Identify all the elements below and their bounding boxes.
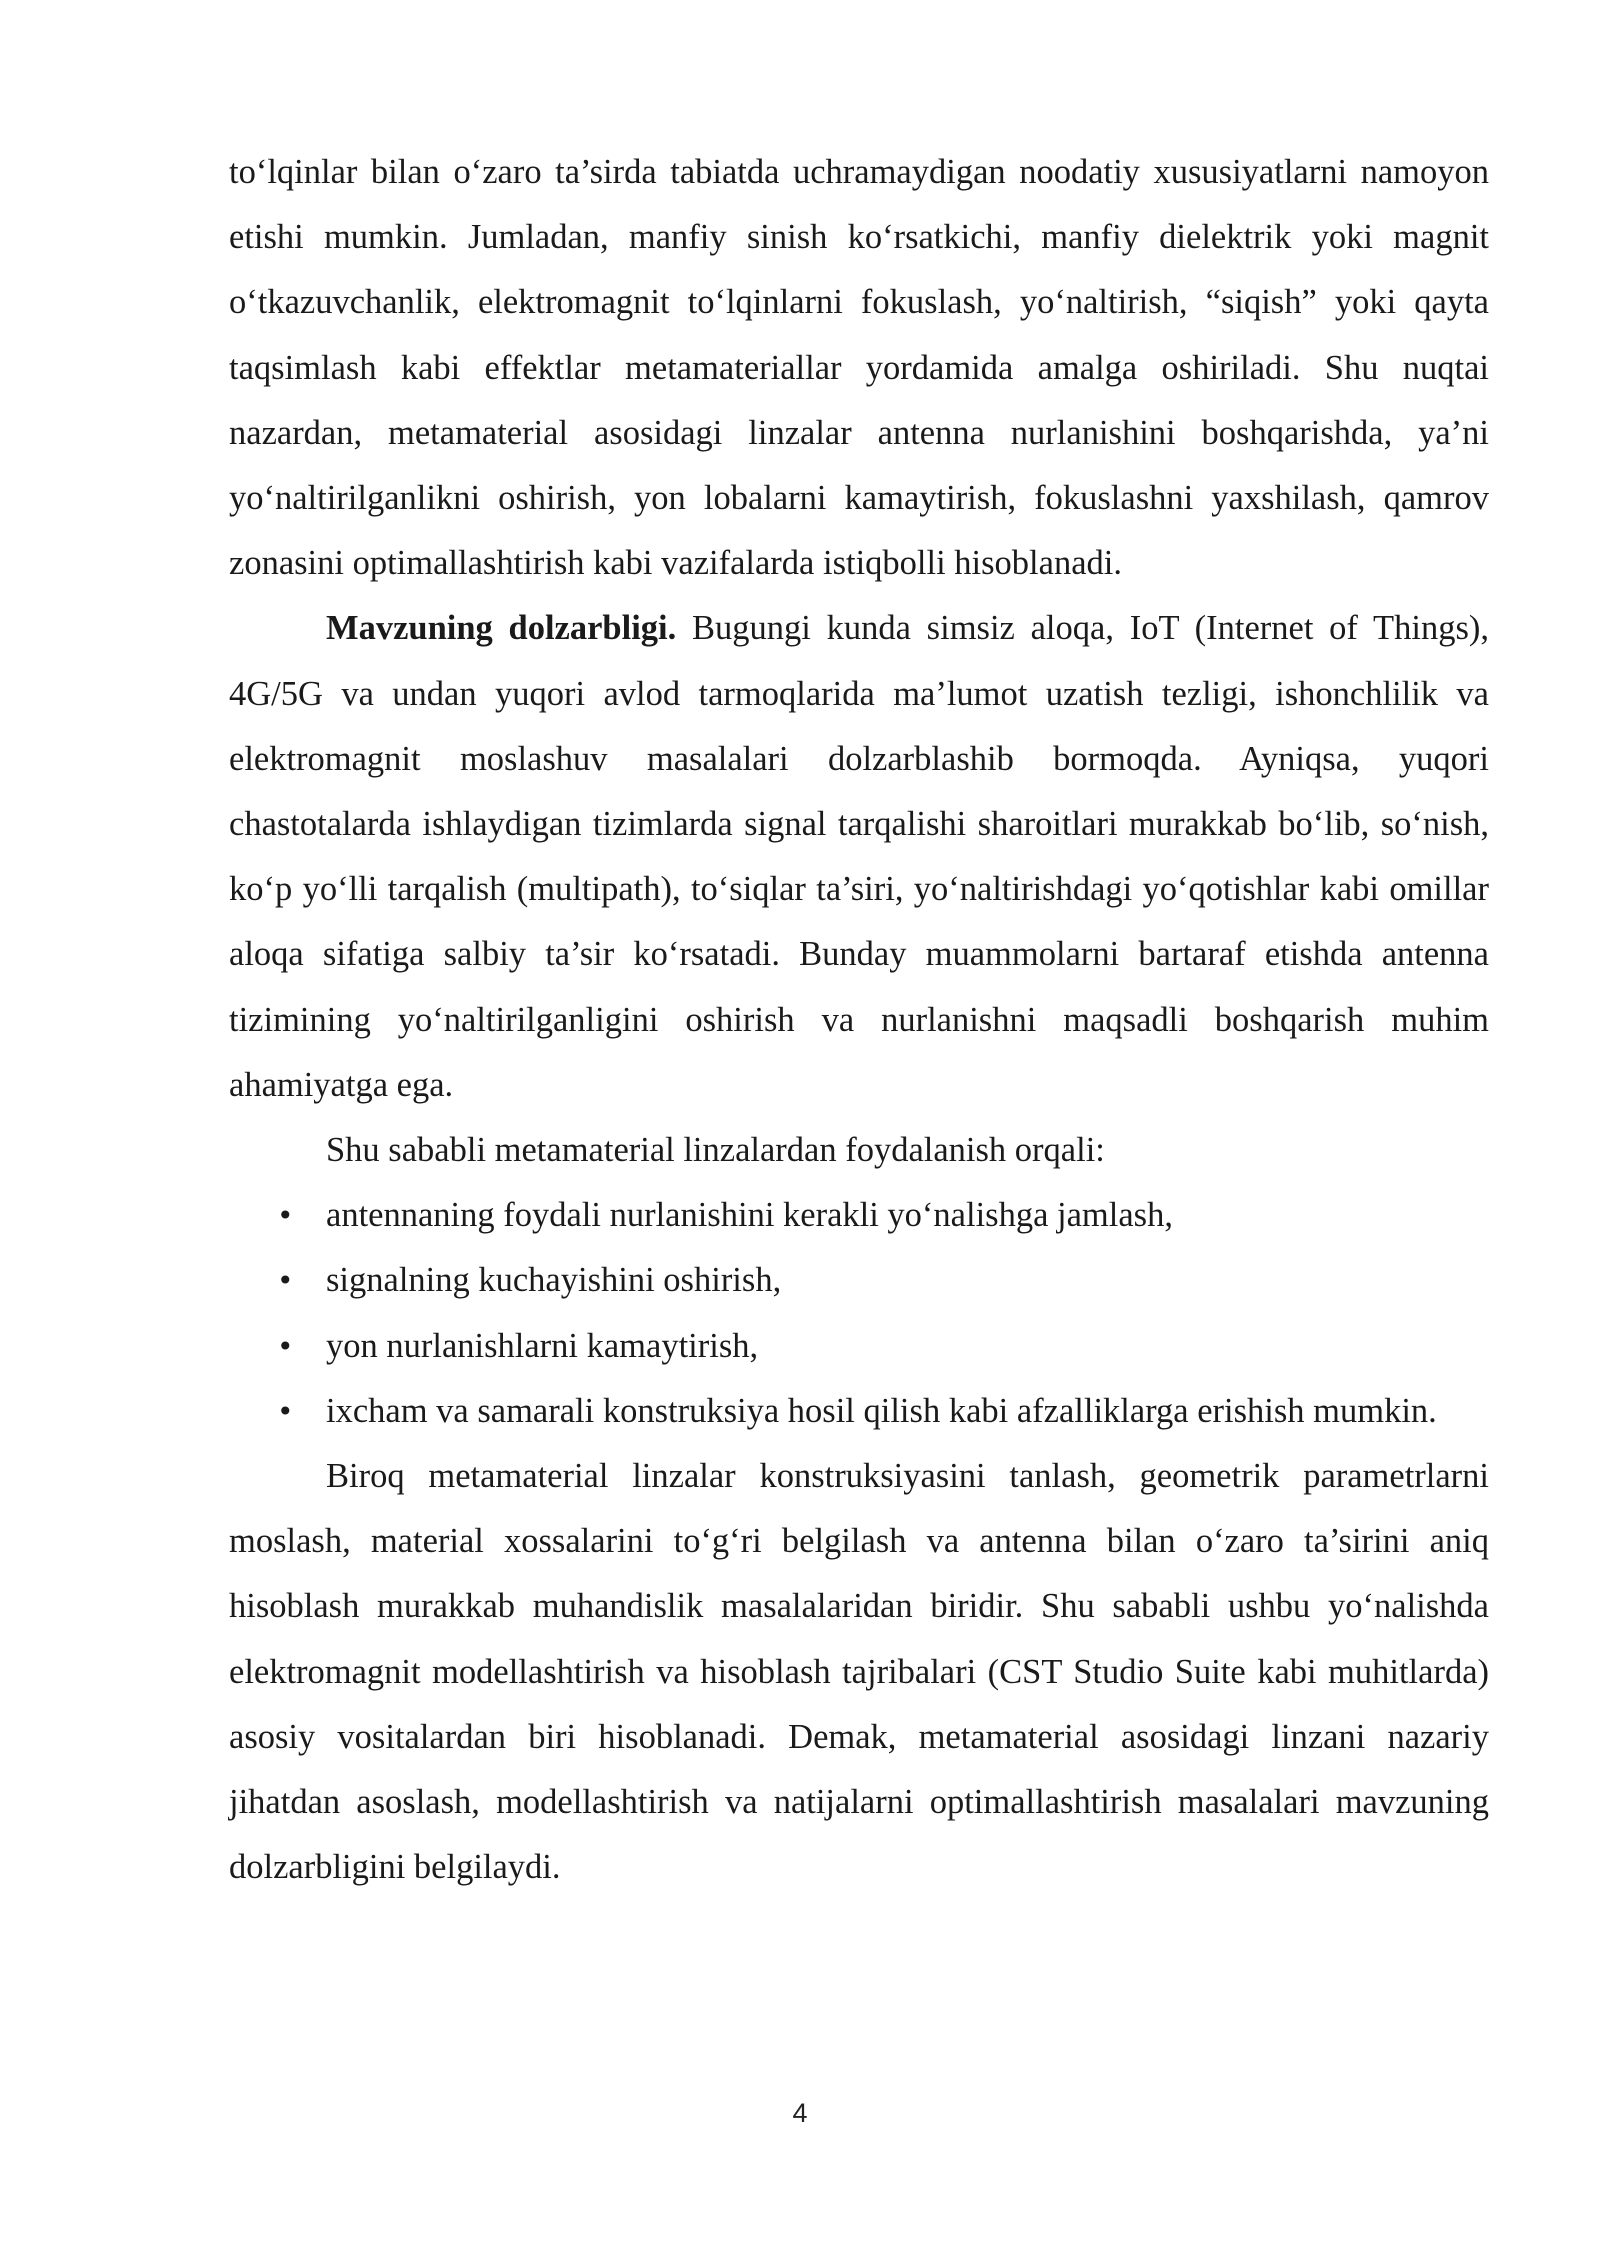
bullet-icon: • xyxy=(277,1264,294,1298)
page-number: 4 xyxy=(792,2098,808,2128)
list-item xyxy=(229,1248,1489,1313)
bullet-icon: • xyxy=(277,1329,294,1363)
list-item-text: yon nurlanishlarni kamaytirish, xyxy=(326,1326,759,1365)
paragraph-intro-continuation: to‘lqinlar bilan o‘zaro ta’sirda tabiatda uchramaydigan noodatiy xususiyatlarni namoyon etishi mumkin. Jumladan, manfiy sinish ko‘rsatkichi, manfiy dielektrik yoki magnit o‘tkazuvchanlik, elektromagnit to‘lqinlarni fokuslash, yo‘naltirish, “siqish” yoki qayta taqsimlash kabi effektlar metamateriallar yordamida amalga oshiriladi. Shu nuqtai nazardan, metamaterial asosidagi linzalar antenna nurlanishini boshqarishda, ya’ni yo‘naltirilganlikni oshirish, yon lobalarni kamaytirish, fokuslashni yaxshilash, qamrov zonasini optimallashtirish kabi vazifalarda istiqbolli hisoblanadi. xyxy=(229,153,1489,583)
bullet-icon: • xyxy=(277,1199,294,1233)
document-page xyxy=(229,140,1489,1900)
list-item-text: antennaning foydali nurlanishini kerakli yo‘nalishga jamlash, xyxy=(326,1196,1173,1235)
list-item xyxy=(229,1379,1489,1444)
list-item-text: signalning kuchayishini oshirish, xyxy=(326,1261,782,1300)
bullet-icon: • xyxy=(277,1394,294,1428)
list-item xyxy=(229,1314,1489,1379)
paragraph-list-intro: Shu sababli metamaterial linzalardan foydalanish orqali: xyxy=(326,1131,1105,1170)
relevance-body: Bugungi kunda simsiz aloqa, IoT (Internet of Things), 4G/5G va undan yuqori avlod tarmoqlarida ma’lumot uzatish tezligi, ishonchlilik va elektromagnit moslashuv masalalari dolzarblashib bormoqda. Ayniqsa, yuqori chastotalarda ishlaydigan tizimlarda signal tarqalishi sharoitlari murakkab bo‘lib, so‘nish, ko‘p yo‘lli tarqalish (multipath), to‘siqlar ta’siri, yo‘naltirishdagi yo‘qotishlar kabi omillar aloqa sifatiga salbiy ta’sir ko‘rsatadi. Bunday muammolarni bartaraf etishda antenna tizimining yo‘naltirilganligini oshirish va nurlanishni maqsadli boshqarish muhim ahamiyatga ega. xyxy=(229,609,1489,1104)
paragraph-conclusion: Biroq metamaterial linzalar konstruksiyasini tanlash, geometrik parametrlarni moslash, material xossalarini to‘g‘ri belgilash va antenna bilan o‘zaro ta’sirini aniq hisoblash murakkab muhandislik masalalaridan biridir. Shu sababli ushbu yo‘nalishda elektromagnit modellashtirish va hisoblash tajribalari (CST Studio Suite kabi muhitlarda) asosiy vositalardan biri hisoblanadi. Demak, metamaterial asosidagi linzani nazariy jihatdan asoslash, modellashtirish va natijalarni optimallashtirish masalalari mavzuning dolzarbligini belgilaydi. xyxy=(229,1457,1489,1887)
list-item-text: ixcham va samarali konstruksiya hosil qilish kabi afzalliklarga erishish mumkin. xyxy=(326,1391,1437,1430)
paragraph-relevance xyxy=(229,596,1489,1118)
list-item xyxy=(229,1183,1489,1248)
benefits-list xyxy=(229,1183,1489,1444)
relevance-heading: Mavzuning dolzarbligi. xyxy=(326,609,677,648)
